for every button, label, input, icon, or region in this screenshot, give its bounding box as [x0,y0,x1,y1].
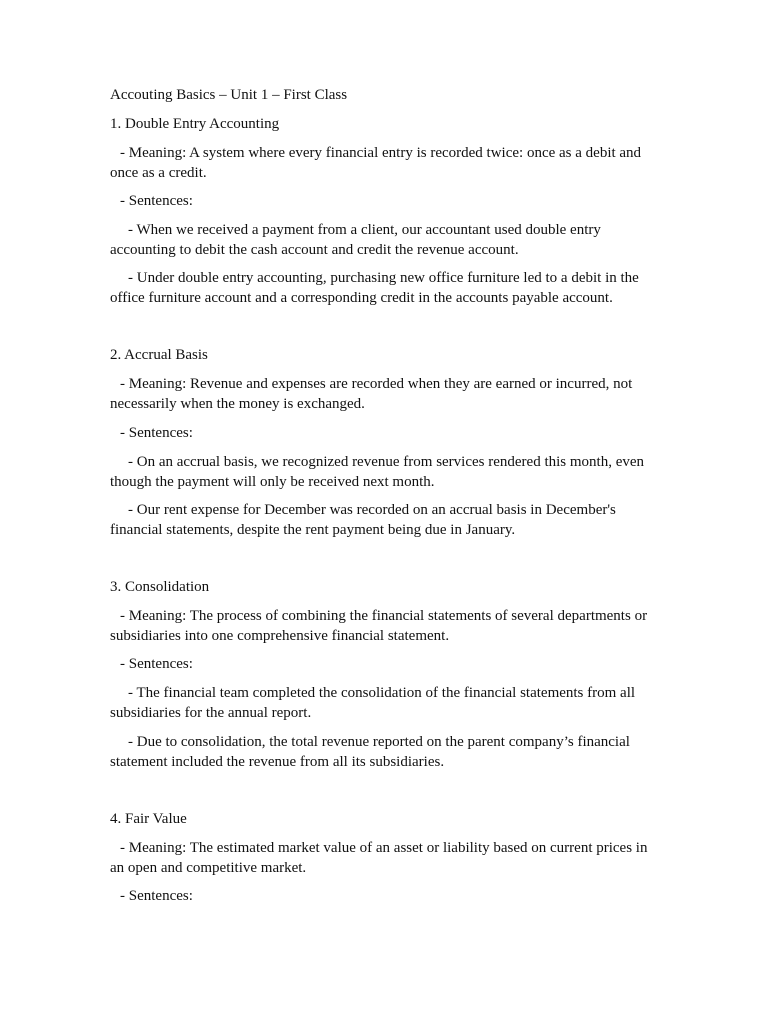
example-sentence: - Due to consolidation, the total revenue reported on the parent company’s financial statement included the revenue from all its subsidiaries. [110,734,634,770]
sentences-label: - Sentences: [120,888,193,904]
section-meaning: - Meaning: The estimated market value of an asset or liability based on current prices in an open and competitive market. [110,840,652,876]
example-sentence: - When we received a payment from a client, our accountant used double entry accounting to debit the cash account and credit the revenue account. [110,222,605,258]
document-title: Accouting Basics – Unit 1 – First Class [110,87,348,103]
example-sentence: - Under double entry accounting, purchasing new office furniture led to a debit in the office furniture account and a corresponding credit in the accounts payable account. [110,270,643,306]
sentences-label: - Sentences: [120,656,193,672]
section-meaning: - Meaning: Revenue and expenses are recorded when they are earned or incurred, not necessarily when the money is exchanged. [110,376,637,412]
section-heading: 4. Fair Value [110,811,187,827]
section-heading: 1. Double Entry Accounting [110,116,280,132]
section-meaning: - Meaning: A system where every financial entry is recorded twice: once as a debit and once as a credit. [110,145,645,181]
sentences-label: - Sentences: [120,193,193,209]
section-meaning: - Meaning: The process of combining the financial statements of several departments or subsidiaries into one comprehensive financial statement. [110,608,651,644]
example-sentence: - On an accrual basis, we recognized revenue from services rendered this month, even though the payment will only be received next month. [110,454,648,490]
example-sentence: - Our rent expense for December was recorded on an accrual basis in December's financial statements, despite the rent payment being due in January. [110,502,620,538]
section-heading: 3. Consolidation [110,579,210,595]
example-sentence: - The financial team completed the consolidation of the financial statements from all subsidiaries for the annual report. [110,685,639,721]
section-heading: 2. Accrual Basis [110,347,208,363]
sentences-label: - Sentences: [120,425,193,441]
